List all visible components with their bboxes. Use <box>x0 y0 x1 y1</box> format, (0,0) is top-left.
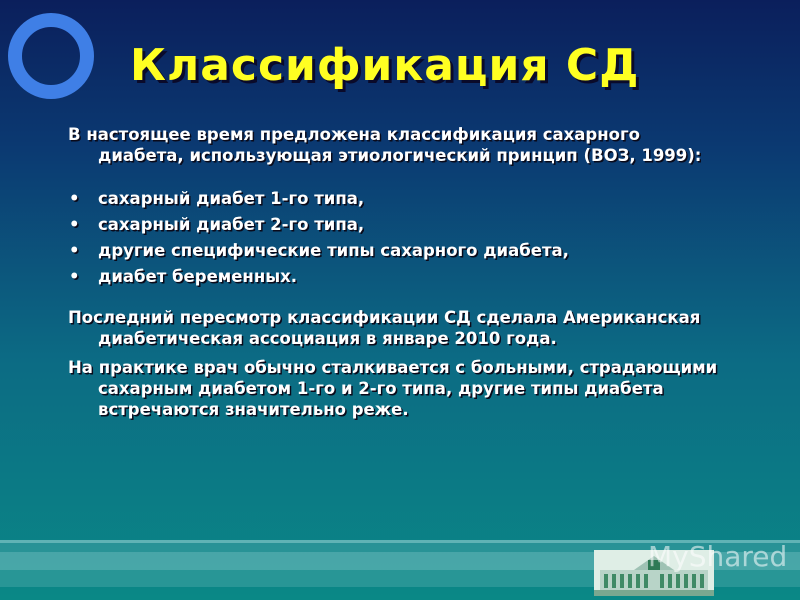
slide-title: Классификация СД <box>130 40 640 91</box>
watermark: MyShared <box>648 540 788 573</box>
slide-body <box>68 124 728 420</box>
list-item: • сахарный диабет 1-го типа, <box>68 188 728 209</box>
list-item: • сахарный диабет 2-го типа, <box>68 214 728 235</box>
revision-paragraph: Последний пересмотр классификации СД сделала Американская диабетическая ассоциация в январе 2010 года. <box>68 308 701 348</box>
bullet-list <box>68 188 728 287</box>
list-item: • другие специфические типы сахарного диабета, <box>68 240 728 261</box>
intro-paragraph: В настоящее время предложена классификация сахарного диабета, использующая этиологический принцип (ВОЗ, 1999): <box>68 125 702 165</box>
practice-paragraph: На практике врач обычно сталкивается с больными, страдающими сахарным диабетом 1-го и 2-го типа, другие типы диабета встречаются значительно реже. <box>68 358 718 419</box>
ring-decoration-icon <box>8 13 94 99</box>
list-item: • диабет беременных. <box>68 266 728 287</box>
